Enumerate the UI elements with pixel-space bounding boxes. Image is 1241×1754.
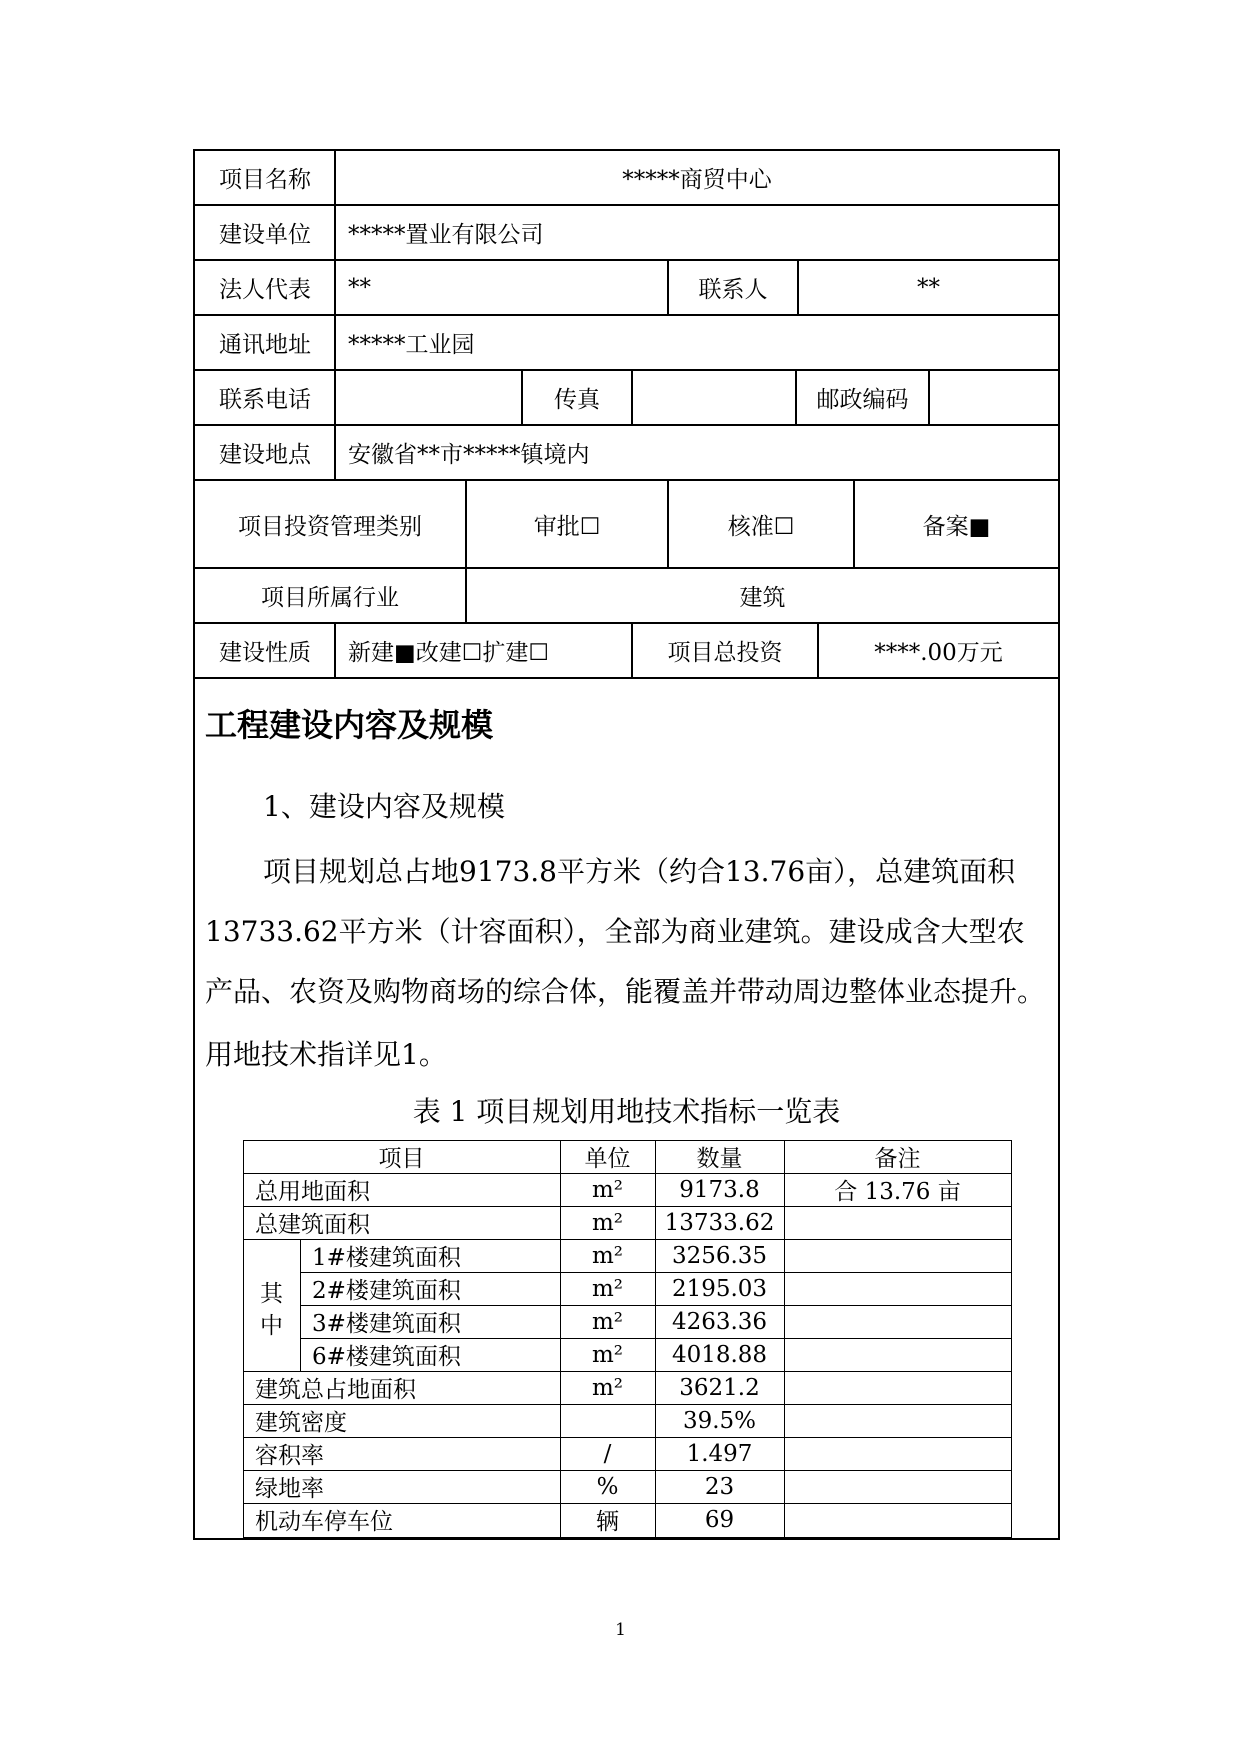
approval-checkbox: 审批☐ [533, 513, 601, 540]
contact-value: ** [917, 274, 940, 301]
cell-note [784, 1371, 1011, 1404]
header-note: 备注 [874, 1146, 921, 1172]
cell-item: 容积率 [255, 1443, 324, 1469]
cell-note [784, 1239, 1011, 1272]
rule [193, 677, 1060, 679]
cell-note [784, 1404, 1011, 1437]
fax-value [633, 371, 795, 424]
address-value: *****工业园 [348, 332, 475, 358]
group-label: 中 [260, 1312, 283, 1338]
cell-item: 2#楼建筑面积 [312, 1278, 461, 1304]
rule [243, 1537, 1012, 1538]
fax-label: 传真 [554, 387, 600, 413]
cell-qty: 4263.36 [671, 1308, 768, 1335]
cell-qty: 69 [704, 1506, 735, 1533]
cell-unit [560, 1404, 655, 1437]
legal-rep-label: 法人代表 [219, 277, 311, 303]
legal-rep-value: ** [348, 274, 371, 301]
cell-note [784, 1470, 1011, 1503]
cell-item: 总用地面积 [255, 1179, 370, 1205]
cell-note [784, 1206, 1011, 1239]
industry-label: 项目所属行业 [261, 585, 399, 611]
location-value: 安徽省**市*****镇境内 [348, 442, 590, 468]
total-invest-value: ****.00万元 [874, 640, 1003, 666]
cell-qty: 23 [704, 1473, 735, 1500]
cell-unit: m² [591, 1209, 624, 1236]
cell-item: 1#楼建筑面积 [312, 1245, 461, 1271]
project-name-value: *****商贸中心 [622, 167, 772, 193]
postcode-label: 邮政编码 [816, 387, 909, 413]
header-unit: 单位 [584, 1146, 631, 1172]
header-qty: 数量 [696, 1146, 743, 1172]
phone-value [336, 371, 521, 424]
paragraph-line: 项目规划总占地9173.8平方米（约合13.76亩），总建筑面积 [263, 855, 1016, 888]
cell-item: 3#楼建筑面积 [312, 1311, 461, 1337]
cell-unit: m² [591, 1374, 624, 1401]
cell-qty: 4018.88 [671, 1341, 768, 1368]
group-label: 其 [260, 1280, 283, 1306]
industry-value: 建筑 [739, 585, 786, 611]
cell-item: 建筑总占地面积 [255, 1377, 416, 1403]
address-label: 通讯地址 [219, 332, 311, 358]
cell-unit: m² [591, 1242, 624, 1269]
section-subtitle: 1、建设内容及规模 [263, 790, 505, 823]
postcode-value [930, 371, 1058, 424]
cell-item: 总建筑面积 [255, 1212, 370, 1238]
paragraph-line: 用地技术指详见1。 [205, 1038, 447, 1071]
mgmt-type-label: 项目投资管理类别 [238, 513, 422, 540]
rule [1011, 1140, 1012, 1538]
cell-note: 合 13.76 亩 [834, 1179, 961, 1205]
nature-value: 新建■改建☐扩建☐ [348, 640, 549, 666]
cell-qty: 3256.35 [671, 1242, 768, 1269]
verify-checkbox: 核准☐ [727, 513, 795, 540]
cell-qty: 39.5% [682, 1407, 757, 1434]
cell-qty: 1.497 [686, 1440, 753, 1467]
cell-note [784, 1305, 1011, 1338]
cell-item: 机动车停车位 [255, 1509, 393, 1535]
cell-unit: / [603, 1440, 612, 1467]
cell-qty: 3621.2 [679, 1374, 760, 1401]
section-title: 工程建设内容及规模 [205, 706, 494, 744]
cell-note [784, 1437, 1011, 1470]
indicator-table [243, 1140, 1012, 1540]
cell-unit: % [596, 1473, 619, 1500]
paragraph-line: 产品、农资及购物商场的综合体，能覆盖并带动周边整体业态提升。 [205, 975, 1046, 1008]
builder-value: *****置业有限公司 [348, 222, 544, 248]
phone-label: 联系电话 [219, 387, 311, 413]
cell-unit: m² [591, 1176, 624, 1203]
cell-unit: m² [591, 1341, 624, 1368]
cell-qty: 2195.03 [671, 1275, 768, 1302]
cell-note [784, 1503, 1011, 1536]
cell-item: 绿地率 [255, 1476, 324, 1502]
cell-item: 6#楼建筑面积 [312, 1344, 461, 1370]
nature-label: 建设性质 [219, 640, 311, 666]
total-invest-label: 项目总投资 [667, 640, 783, 666]
cell-unit: m² [591, 1275, 624, 1302]
header-item: 项目 [378, 1146, 425, 1172]
contact-label: 联系人 [698, 277, 768, 303]
cell-qty: 13733.62 [664, 1209, 775, 1236]
cell-unit: m² [591, 1308, 624, 1335]
cell-item: 建筑密度 [255, 1410, 347, 1436]
cell-note [784, 1338, 1011, 1371]
page-number: 1 [615, 1620, 626, 1640]
cell-unit: 辆 [596, 1509, 619, 1535]
location-label: 建设地点 [219, 442, 311, 468]
cell-qty: 9173.8 [679, 1176, 760, 1203]
table-caption: 表 1 项目规划用地技术指标一览表 [412, 1095, 841, 1128]
record-checkbox: 备案■ [922, 513, 991, 540]
project-name-label: 项目名称 [219, 167, 311, 193]
builder-label: 建设单位 [219, 222, 311, 248]
paragraph-line: 13733.62平方米（计容面积），全部为商业建筑。建设成含大型农 [205, 915, 1025, 948]
cell-note [784, 1272, 1011, 1305]
